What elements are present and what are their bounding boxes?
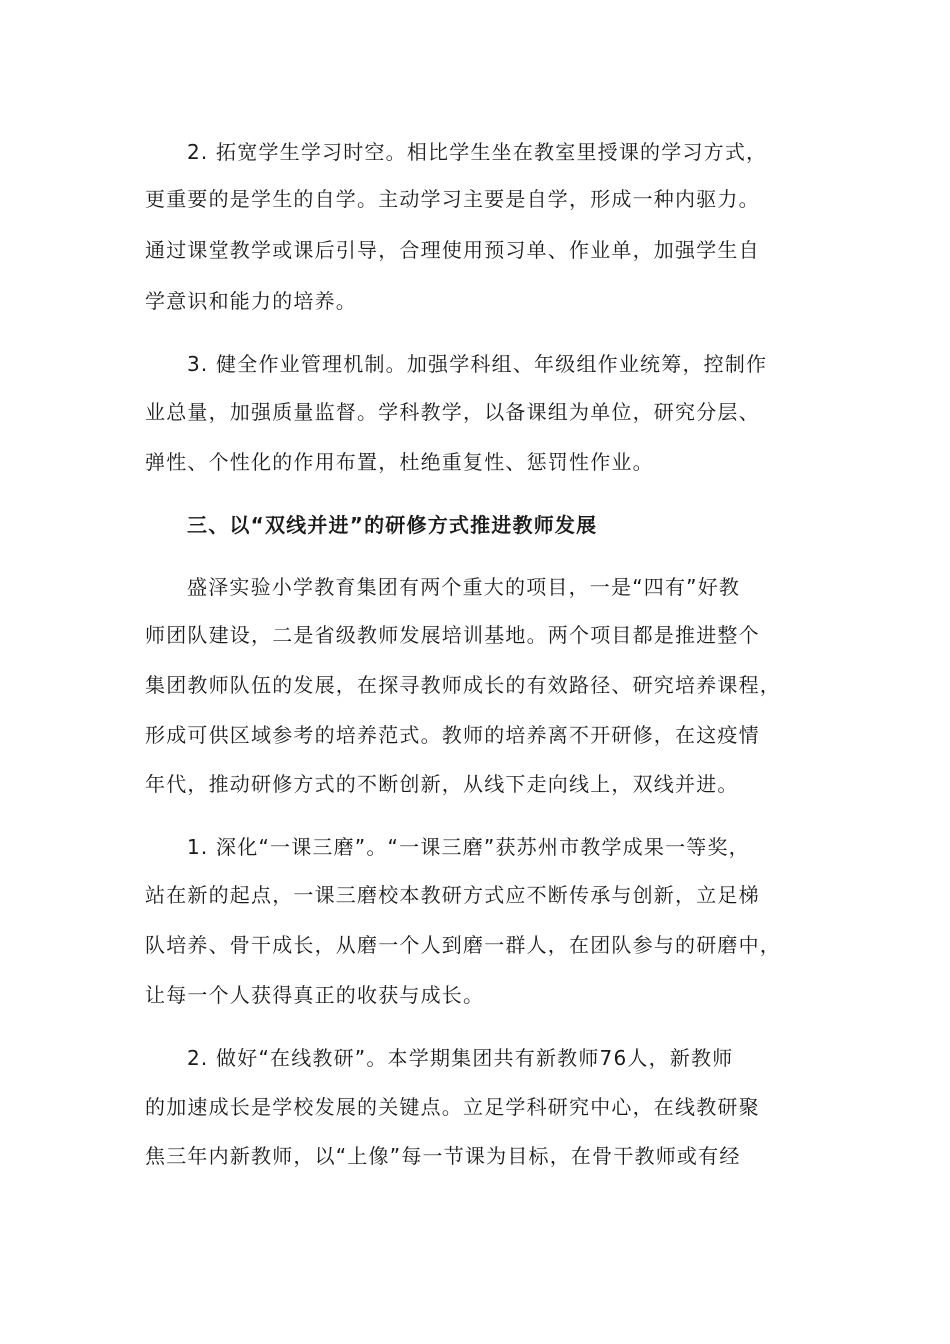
paragraph-line: 通过课堂教学或课后引导，合理使用预习单、作业单，加强学生自 — [145, 238, 760, 262]
paragraph-line: 集团教师队伍的发展，在探寻教师成长的有效路径、研究培养课程， — [145, 673, 781, 697]
paragraph-line: 更重要的是学生的自学。主动学习主要是自学，形成一种内驱力。 — [145, 187, 760, 211]
paragraph-line: 弹性、个性化的作用布置，杜绝重复性、惩罚性作业。 — [145, 450, 654, 474]
paragraph-line: 学意识和能力的培养。 — [145, 289, 357, 313]
paragraph-line: 2. 做好“在线教研”。本学期集团共有新教师76人，新教师 — [187, 1046, 734, 1070]
paragraph-line: 业总量，加强质量监督。学科教学，以备课组为单位，研究分层、 — [145, 400, 760, 424]
section-heading: 三、以“双线并进”的研修方式推进教师发展 — [187, 513, 598, 537]
paragraph-line: 让每一个人获得真正的收获与成长。 — [145, 983, 485, 1007]
paragraph-line: 3. 健全作业管理机制。加强学科组、年级组作业统筹，控制作 — [187, 352, 768, 376]
paragraph-line: 焦三年内新教师，以“上像”每一节课为目标，在骨干教师或有经 — [145, 1144, 741, 1168]
paragraph-line: 队培养、骨干成长，从磨一个人到磨一群人，在团队参与的研磨中， — [145, 933, 781, 957]
paragraph-line: 1. 深化“一课三磨”。“一课三磨”获苏州市教学成果一等奖， — [187, 835, 750, 859]
paragraph-line: 师团队建设，二是省级教师发展培训基地。两个项目都是推进整个 — [145, 623, 760, 647]
paragraph-line: 形成可供区域参考的培养范式。教师的培养离不开研修，在这疫情 — [145, 723, 760, 747]
paragraph-line: 2. 拓宽学生学习时空。相比学生坐在教室里授课的学习方式， — [187, 140, 768, 164]
paragraph-line: 盛泽实验小学教育集团有两个重大的项目，一是“四有”好教 — [187, 575, 741, 599]
paragraph-line: 站在新的起点，一课三磨校本教研方式应不断传承与创新，立足梯 — [145, 883, 760, 907]
paragraph-line: 年代，推动研修方式的不断创新，从线下走向线上，双线并进。 — [145, 772, 739, 796]
paragraph-line: 的加速成长是学校发展的关键点。立足学科研究中心，在线教研聚 — [145, 1095, 760, 1119]
